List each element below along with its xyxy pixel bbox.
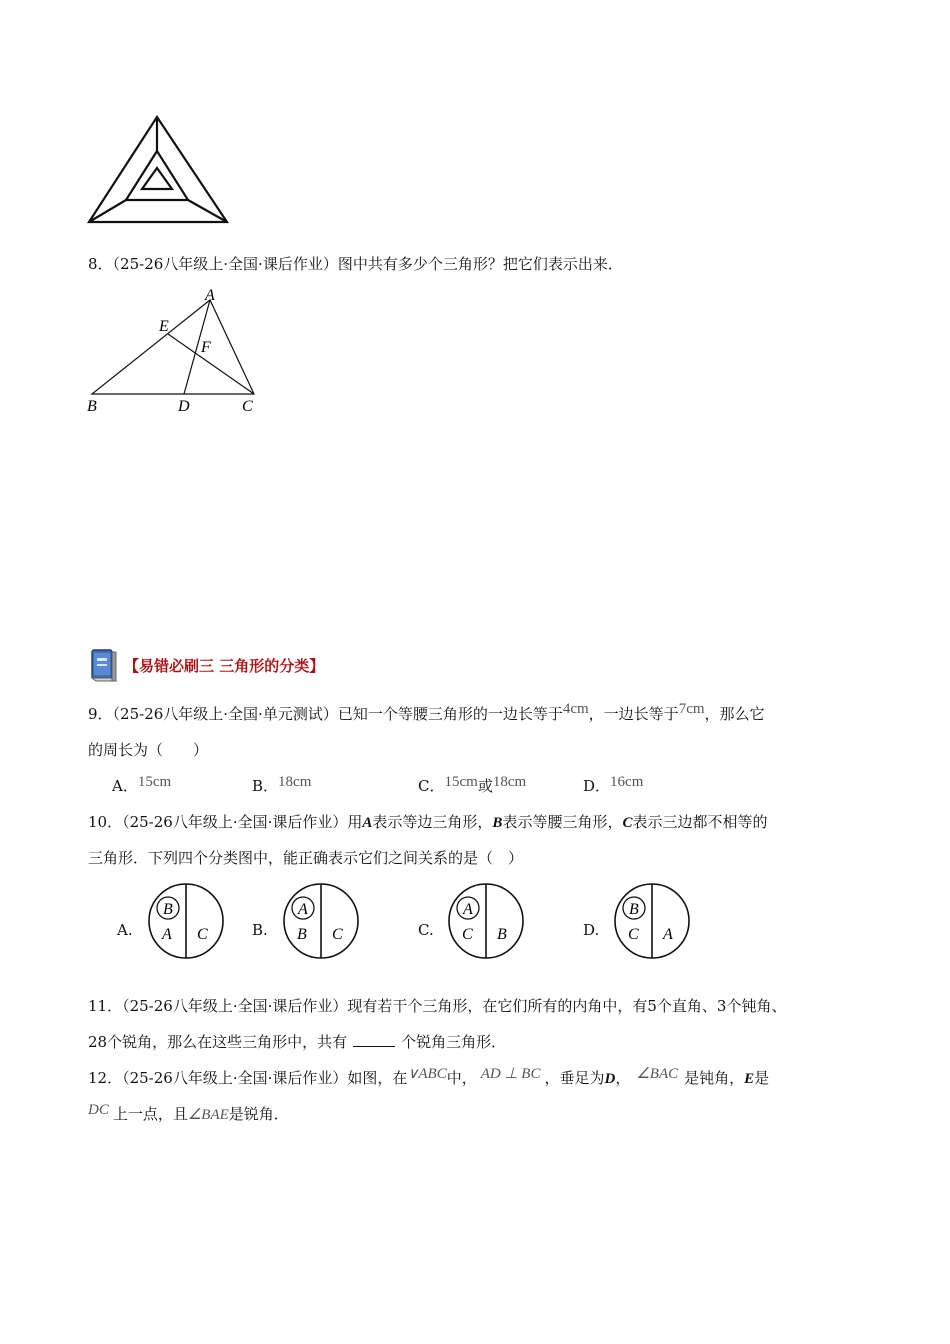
math-value: 4cm [562,701,589,717]
symbol-c: C [622,815,633,831]
question-8 [88,254,623,274]
question-text: 用 [347,813,363,831]
question-text: 表示三边都不相等的 [632,813,768,831]
option-a[interactable] [112,775,171,796]
math-value: 7cm [678,701,705,717]
option-d-label[interactable]: D. [583,921,600,939]
question-number: 12． [88,1069,123,1087]
question-source: （25-26八年级上·全国·单元测试） [112,705,338,723]
question-text: 现有若干个三角形，在它们所有的内角中，有5个直角、3个钝角、 [347,997,787,1015]
book-icon [88,647,120,683]
question-text: 28个锐角，那么在这些三角形中，共有 [88,1033,348,1051]
question-10 [88,812,767,833]
math-expr: ∠BAC [636,1066,679,1082]
nested-triangles-figure [86,114,232,226]
question-9 [88,701,765,725]
triangle-abc-figure [84,284,274,418]
symbol-b: B [492,815,503,831]
question-number: 9． [88,705,113,723]
math-expr: DC [88,1102,109,1118]
option-value: 16cm [610,774,644,790]
section-header [88,647,324,683]
question-number: 8． [88,255,113,273]
question-text: 个锐角三角形． [401,1033,507,1051]
answer-blank[interactable] [353,1032,395,1047]
question-source: （25-26八年级上·全国·课后作业） [122,813,348,831]
question-text: 是钝角， [684,1069,745,1087]
math-expr: AD ⊥ BC [480,1066,541,1082]
option-label: D． [583,777,611,795]
left-region-label: C [462,926,473,943]
question-9-line2: 的周长为（ ） [88,741,209,759]
option-label: C． [418,777,445,795]
symbol-d: D [604,1071,616,1087]
inner-circle-label: A [463,901,473,918]
question-number: 11． [88,997,123,1015]
symbol-e: E [744,1071,755,1087]
left-region-label: B [297,926,307,943]
section-title: 【易错必刷三 三角形的分类】 [124,656,325,675]
question-text: 是 [754,1069,770,1087]
question-source: （25-26八年级上·全国·课后作业） [122,1069,348,1087]
label-b: B [87,398,97,415]
option-c-label[interactable]: C. [418,921,434,939]
question-source: （25-26八年级上·全国·课后作业） [122,997,348,1015]
question-10-line2: 三角形．下列四个分类图中，能正确表示它们之间关系的是（ ） [88,849,524,867]
question-number: 10． [88,813,123,831]
question-text: ，一边长等于 [588,705,679,723]
question-text: 上一点，且 [112,1105,188,1123]
right-region-label: B [497,926,507,943]
option-a-label[interactable]: A. [117,921,133,939]
math-expr: ∨ABC [407,1066,447,1082]
question-text: ，那么它 [704,705,765,723]
label-e: E [159,318,169,335]
question-12-line2 [88,1104,289,1125]
question-text: ， [615,1069,631,1087]
question-text: 图中共有多少个三角形？把它们表示出来． [337,255,623,273]
option-value: 15cm [444,774,478,790]
right-region-label: C [332,926,343,943]
symbol-a: A [362,815,373,831]
option-a-diagram[interactable] [146,881,226,961]
option-b[interactable] [252,775,311,796]
question-text: 表示等边三角形， [372,813,493,831]
question-text: 如图，在 [347,1069,408,1087]
option-value: 18cm [492,774,527,790]
option-d[interactable] [583,775,643,796]
math-expr: ∠BAE [187,1107,229,1123]
inner-circle-label: B [163,901,173,918]
question-11 [88,996,786,1016]
option-c-diagram[interactable] [446,881,526,961]
left-region-label: A [162,926,172,943]
label-f: F [201,339,211,356]
option-label: A． [112,777,138,795]
label-d: D [178,398,190,415]
question-text: ，垂足为 [544,1069,605,1087]
label-a: A [205,287,215,304]
inner-circle-label: A [298,901,308,918]
question-text: 是锐角． [228,1105,289,1123]
option-b-label[interactable]: B. [252,921,268,939]
question-source: （25-26八年级上·全国·课后作业） [112,255,338,273]
question-text: 表示等腰三角形， [502,813,623,831]
option-value: 18cm [278,774,312,790]
question-12 [88,1068,769,1089]
left-region-label: C [628,926,639,943]
option-or: 或 [477,777,493,795]
option-c[interactable] [418,775,526,796]
option-b-diagram[interactable] [281,881,361,961]
right-region-label: A [663,926,673,943]
option-value: 15cm [137,774,172,790]
label-c: C [242,398,253,415]
inner-circle-label: B [629,901,639,918]
question-text: 已知一个等腰三角形的一边长等于 [337,705,563,723]
question-text: 中， [446,1069,477,1087]
option-d-diagram[interactable] [612,881,692,961]
option-label: B． [252,777,279,795]
right-region-label: C [197,926,208,943]
question-11-line2 [88,1032,506,1052]
